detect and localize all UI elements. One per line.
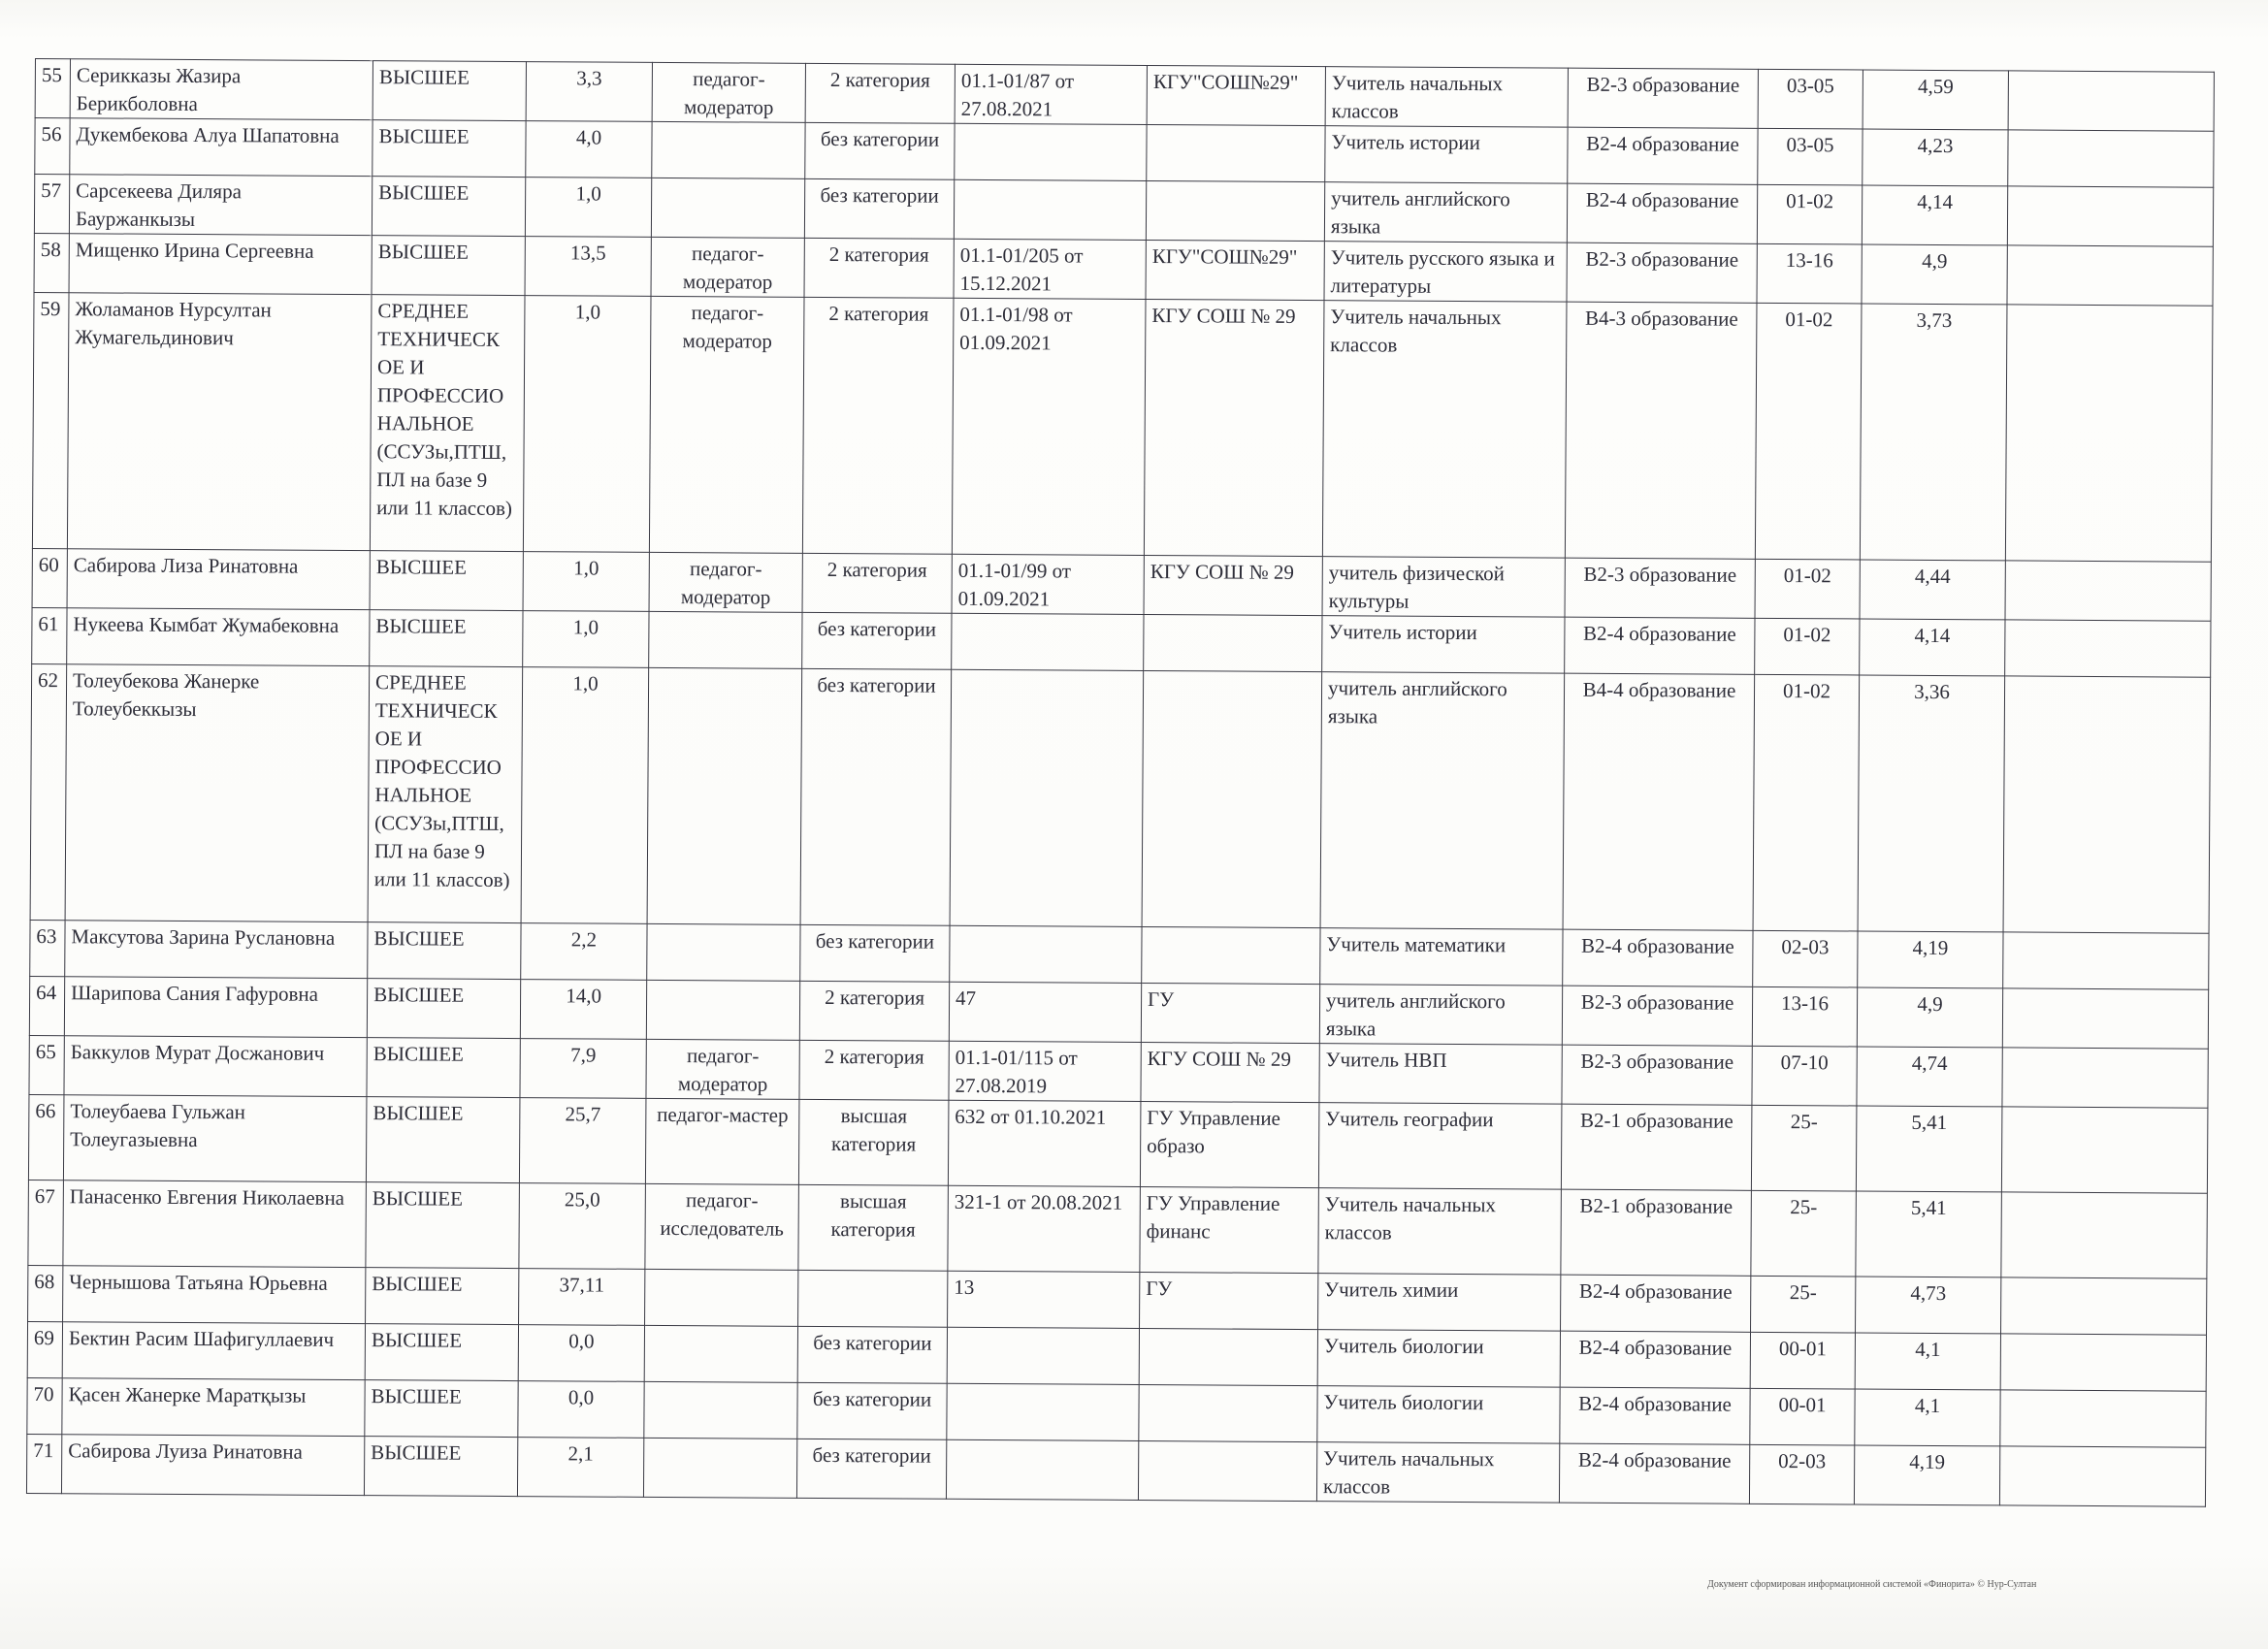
row-number: 68	[28, 1265, 63, 1321]
salary-code: В4-3 образование	[1565, 302, 1757, 559]
order-ref: 01.1-01/115 от 27.08.2019	[949, 1041, 1141, 1101]
full-name: Толеубаева Гульжан Толеугазыевна	[63, 1095, 367, 1182]
salary-code: В2-4 образование	[1568, 127, 1758, 184]
grade-range: 25-	[1751, 1190, 1857, 1277]
education: СРЕДНЕЕ ТЕХНИЧЕСК ОЕ И ПРОФЕССИО НАЛЬНОЕ (ССУЗы,ПТШ, ПЛ на базе 9 или 11 классов)	[368, 666, 523, 923]
organization: КГУ СОШ № 29	[1141, 1042, 1319, 1102]
pedagogical-rank	[643, 1438, 796, 1498]
position: Учитель НВП	[1319, 1044, 1562, 1105]
salary-code: В2-3 образование	[1567, 242, 1757, 303]
grade-range: 25-	[1751, 1105, 1857, 1191]
organization	[1138, 1440, 1316, 1501]
organization	[1139, 1384, 1317, 1441]
order-ref: 13	[948, 1271, 1140, 1328]
row-number: 63	[30, 920, 65, 976]
table-row	[28, 1180, 2207, 1278]
education: ВЫСШЕЕ	[365, 1380, 518, 1438]
table-row	[30, 663, 2211, 933]
experience: 13,5	[525, 237, 651, 297]
row-number: 57	[34, 175, 69, 234]
grade-range: 13-16	[1757, 243, 1862, 304]
category: 2 категория	[802, 297, 954, 554]
order-ref	[955, 123, 1147, 180]
position: Учитель географии	[1318, 1103, 1562, 1190]
grade-range: 03-05	[1758, 128, 1863, 185]
organization: ГУ	[1141, 983, 1319, 1043]
experience: 4,0	[526, 121, 652, 178]
pedagogical-rank	[644, 1381, 797, 1439]
full-name: Сабирова Лиза Ринатовна	[67, 549, 370, 610]
empty-cell	[2008, 130, 2214, 187]
coefficient: 4,44	[1860, 560, 2005, 620]
organization: КГУ"СОШ№29"	[1147, 66, 1325, 126]
empty-cell	[2003, 932, 2209, 989]
row-number: 59	[32, 292, 69, 548]
coefficient: 4,14	[1860, 619, 2005, 676]
position: учитель английского языка	[1320, 672, 1565, 930]
full-name: Дукембекова Алуа Шапатовна	[70, 118, 373, 177]
pedagogical-rank	[646, 980, 799, 1040]
order-ref: 01.1-01/87 от 27.08.2021	[955, 64, 1147, 124]
row-number: 60	[32, 548, 67, 607]
grade-range: 01-02	[1755, 559, 1860, 619]
category: высшая категория	[798, 1184, 949, 1271]
empty-cell	[2005, 305, 2213, 562]
order-ref	[950, 669, 1144, 926]
salary-code: В2-4 образование	[1559, 1443, 1749, 1504]
education: ВЫСШЕЕ	[365, 1324, 518, 1381]
category: 2 категория	[804, 238, 954, 298]
category: без категории	[802, 612, 952, 669]
position: Учитель химии	[1318, 1274, 1561, 1332]
pedagogical-rank	[645, 1269, 798, 1326]
category: без категории	[797, 1382, 947, 1439]
category: 2 категория	[799, 1040, 949, 1100]
order-ref	[950, 925, 1142, 983]
experience: 0,0	[518, 1381, 644, 1439]
row-number: 67	[28, 1180, 64, 1265]
empty-cell	[1999, 1446, 2205, 1506]
coefficient: 4,9	[1857, 987, 2002, 1048]
salary-code: В4-4 образование	[1563, 673, 1755, 930]
experience: 0,0	[518, 1325, 644, 1382]
organization	[1139, 1328, 1317, 1385]
position: Учитель начальных классов	[1325, 67, 1568, 128]
category: без категории	[800, 668, 952, 925]
category: без категории	[800, 924, 950, 982]
coefficient: 3,36	[1858, 675, 2005, 932]
full-name: Максутова Зарина Руслановна	[65, 921, 368, 979]
row-number: 62	[30, 663, 67, 920]
position: Учитель истории	[1325, 126, 1568, 184]
pedagogical-rank	[649, 611, 802, 668]
full-name: Жоламанов Нурсултан Жумагельдинович	[67, 293, 372, 551]
salary-code: В2-1 образование	[1561, 1189, 1752, 1276]
position: Учитель начальных классов	[1318, 1188, 1562, 1276]
empty-cell	[2002, 1048, 2208, 1108]
salary-code: В2-3 образование	[1562, 986, 1752, 1046]
empty-cell	[2001, 1107, 2208, 1193]
full-name: Толеубекова Жанерке Толеубеккызы	[65, 664, 370, 922]
order-ref	[946, 1439, 1138, 1500]
order-ref: 47	[949, 982, 1141, 1042]
empty-cell	[2002, 988, 2208, 1049]
salary-code: В2-4 образование	[1565, 617, 1755, 674]
category: без категории	[796, 1439, 946, 1499]
salary-code: В2-4 образование	[1560, 1387, 1750, 1444]
pedagogical-rank: педагог-модератор	[649, 296, 804, 553]
category: без категории	[805, 122, 955, 179]
organization: КГУ СОШ № 29	[1144, 299, 1324, 556]
grade-range: 02-03	[1753, 930, 1858, 987]
education: ВЫСШЕЕ	[366, 1268, 519, 1325]
full-name: Серикказы Жазира Берикболовна	[70, 59, 373, 120]
salary-code: В2-1 образование	[1561, 1104, 1752, 1190]
full-name: Сарсекеева Диляра Бауржанкызы	[69, 175, 372, 236]
position: учитель английского языка	[1319, 985, 1562, 1046]
order-ref	[954, 179, 1146, 240]
grade-range: 01-02	[1755, 303, 1862, 560]
coefficient: 4,74	[1857, 1047, 2002, 1107]
category: 2 категория	[802, 553, 952, 613]
coefficient: 4,59	[1863, 70, 2008, 130]
education: ВЫСШЕЕ	[372, 236, 525, 296]
full-name: Чернышова Татьяна Юрьевна	[63, 1266, 366, 1324]
coefficient: 4,19	[1858, 931, 2003, 988]
experience: 1,0	[521, 667, 649, 924]
education: ВЫСШЕЕ	[364, 1437, 517, 1497]
empty-cell	[2000, 1390, 2206, 1447]
empty-cell	[2007, 186, 2213, 246]
order-ref	[947, 1327, 1139, 1384]
row-number: 69	[27, 1321, 62, 1377]
category: высшая категория	[798, 1099, 949, 1185]
salary-code: В2-3 образование	[1562, 1045, 1752, 1105]
full-name: Мищенко Ирина Сергеевна	[69, 234, 372, 295]
education: СРЕДНЕЕ ТЕХНИЧЕСК ОЕ И ПРОФЕССИО НАЛЬНОЕ (ССУЗы,ПТШ, ПЛ на базе 9 или 11 классов)	[370, 295, 525, 552]
row-number: 56	[35, 118, 70, 175]
grade-range: 03-05	[1758, 69, 1863, 129]
coefficient: 4,19	[1854, 1445, 1999, 1505]
organization	[1147, 125, 1325, 182]
category: 2 категория	[805, 63, 955, 123]
education: ВЫСШЕЕ	[372, 177, 525, 237]
coefficient: 4,14	[1862, 185, 2007, 245]
education: ВЫСШЕЕ	[373, 120, 526, 178]
pedagogical-rank	[651, 178, 804, 238]
salary-code: В2-4 образование	[1560, 1331, 1750, 1388]
category: 2 категория	[799, 981, 949, 1041]
grade-range: 01-02	[1753, 674, 1860, 931]
grade-range: 07-10	[1752, 1046, 1857, 1106]
table-row	[28, 1094, 2207, 1193]
order-ref: 01.1-01/205 от 15.12.2021	[954, 239, 1146, 299]
order-ref	[952, 613, 1144, 670]
experience: 14,0	[520, 980, 646, 1040]
row-number: 64	[29, 976, 64, 1035]
experience: 2,2	[521, 923, 647, 981]
empty-cell	[2008, 71, 2214, 131]
category: без категории	[804, 178, 954, 239]
full-name: Қасен Жанерке Маратқызы	[62, 1378, 365, 1437]
coefficient: 4,23	[1863, 129, 2008, 186]
coefficient: 4,73	[1856, 1277, 2001, 1334]
system-footer-note: Документ сформирован информационной системой «Финорита» © Нур-Султан	[1707, 1579, 2037, 1590]
empty-cell	[2005, 561, 2211, 621]
organization: КГУ"СОШ№29"	[1146, 241, 1324, 301]
pedagogical-rank	[644, 1325, 797, 1382]
pedagogical-rank: педагог-модератор	[649, 552, 802, 612]
pedagogical-rank	[647, 667, 802, 924]
position: Учитель математики	[1320, 928, 1563, 986]
position: учитель английского языка	[1324, 182, 1567, 243]
pedagogical-rank	[647, 923, 800, 981]
experience: 1,0	[525, 178, 651, 238]
category	[798, 1270, 948, 1327]
coefficient: 5,41	[1856, 1106, 2002, 1192]
experience: 1,0	[523, 552, 649, 612]
organization: ГУ Управление финанс	[1140, 1186, 1319, 1273]
education: ВЫСШЕЕ	[367, 1038, 520, 1098]
education: ВЫСШЕЕ	[373, 61, 526, 121]
order-ref: 01.1-01/99 от 01.09.2021	[952, 554, 1144, 614]
salary-code: В2-3 образование	[1568, 68, 1758, 128]
organization	[1142, 926, 1320, 984]
order-ref: 01.1-01/98 от 01.09.2021	[952, 298, 1146, 555]
education: ВЫСШЕЕ	[370, 610, 523, 667]
empty-cell	[2001, 1192, 2208, 1278]
coefficient: 5,41	[1856, 1191, 2002, 1277]
full-name: Нукеева Кымбат Жумабековна	[67, 608, 370, 666]
organization: ГУ	[1140, 1272, 1318, 1329]
empty-cell	[2007, 245, 2213, 306]
experience: 7,9	[520, 1039, 646, 1099]
organization: КГУ СОШ № 29	[1144, 555, 1322, 615]
row-number: 70	[27, 1377, 62, 1434]
experience: 25,0	[519, 1183, 646, 1270]
grade-range: 13-16	[1752, 986, 1857, 1047]
full-name: Шарипова Сания Гафуровна	[64, 977, 367, 1038]
education: ВЫСШЕЕ	[368, 922, 521, 980]
grade-range: 00-01	[1750, 1332, 1855, 1389]
order-ref: 321-1 от 20.08.2021	[948, 1185, 1141, 1272]
row-number: 55	[35, 59, 70, 118]
coefficient: 4,9	[1862, 244, 2007, 305]
position: Учитель начальных классов	[1322, 301, 1567, 559]
coefficient: 4,1	[1855, 1389, 2000, 1446]
experience: 1,0	[523, 296, 651, 553]
row-number: 61	[32, 607, 67, 663]
education: ВЫСШЕЕ	[370, 551, 523, 611]
position: Учитель начальных классов	[1316, 1442, 1559, 1504]
row-number: 66	[28, 1094, 64, 1180]
empty-cell	[2005, 620, 2211, 677]
education: ВЫСШЕЕ	[366, 1097, 520, 1183]
full-name: Бектин Расим Шафигуллаевич	[62, 1322, 365, 1380]
salary-code: В2-4 образование	[1567, 183, 1757, 243]
pedagogical-rank: педагог-исследователь	[645, 1183, 799, 1270]
grade-range: 00-01	[1750, 1388, 1855, 1445]
experience: 3,3	[526, 62, 652, 122]
full-name: Панасенко Евгения Николаевна	[63, 1180, 367, 1268]
education: ВЫСШЕЕ	[366, 1182, 520, 1269]
education: ВЫСШЕЕ	[367, 979, 520, 1039]
row-number: 65	[29, 1035, 64, 1094]
organization	[1146, 181, 1324, 242]
organization	[1142, 670, 1322, 927]
position: Учитель истории	[1322, 616, 1565, 674]
experience: 37,11	[519, 1269, 645, 1326]
grade-range: 01-02	[1755, 618, 1860, 675]
position: Учитель русского языка и литературы	[1324, 242, 1567, 303]
pedagogical-rank	[652, 121, 805, 178]
row-number: 71	[26, 1434, 61, 1493]
position: Учитель биологии	[1317, 1386, 1560, 1444]
grade-range: 01-02	[1757, 184, 1862, 244]
empty-cell	[2000, 1334, 2206, 1391]
grade-range: 02-03	[1749, 1444, 1854, 1504]
pedagogical-rank: педагог-модератор	[652, 62, 805, 122]
experience: 25,7	[519, 1098, 646, 1184]
full-name: Баккулов Мурат Досжанович	[64, 1036, 367, 1097]
full-name: Сабирова Луиза Ринатовна	[61, 1435, 364, 1496]
table-row	[32, 292, 2213, 562]
position: Учитель биологии	[1317, 1330, 1560, 1388]
salary-code: В2-4 образование	[1561, 1275, 1751, 1332]
position: учитель физической культуры	[1322, 557, 1565, 618]
experience: 1,0	[523, 611, 649, 668]
pedagogical-rank: педагог-модератор	[651, 237, 804, 297]
table-row	[26, 1434, 2205, 1506]
organization: ГУ Управление образо	[1140, 1101, 1319, 1187]
order-ref: 632 от 01.10.2021	[948, 1100, 1141, 1186]
row-number: 58	[34, 233, 69, 292]
empty-cell	[2001, 1277, 2207, 1335]
order-ref	[947, 1383, 1139, 1440]
pedagogical-rank: педагог-мастер	[645, 1098, 799, 1184]
organization	[1144, 614, 1322, 671]
empty-cell	[2003, 676, 2211, 933]
category: без категории	[797, 1326, 947, 1383]
salary-code: В2-4 образование	[1563, 929, 1753, 986]
pedagogical-rank: педагог-модератор	[646, 1039, 799, 1099]
coefficient: 3,73	[1860, 304, 2007, 561]
grade-range: 25-	[1751, 1276, 1856, 1333]
salary-code: В2-3 образование	[1565, 558, 1755, 618]
coefficient: 4,1	[1855, 1333, 2000, 1390]
experience: 2,1	[517, 1438, 643, 1498]
staff-table	[26, 58, 2215, 1507]
